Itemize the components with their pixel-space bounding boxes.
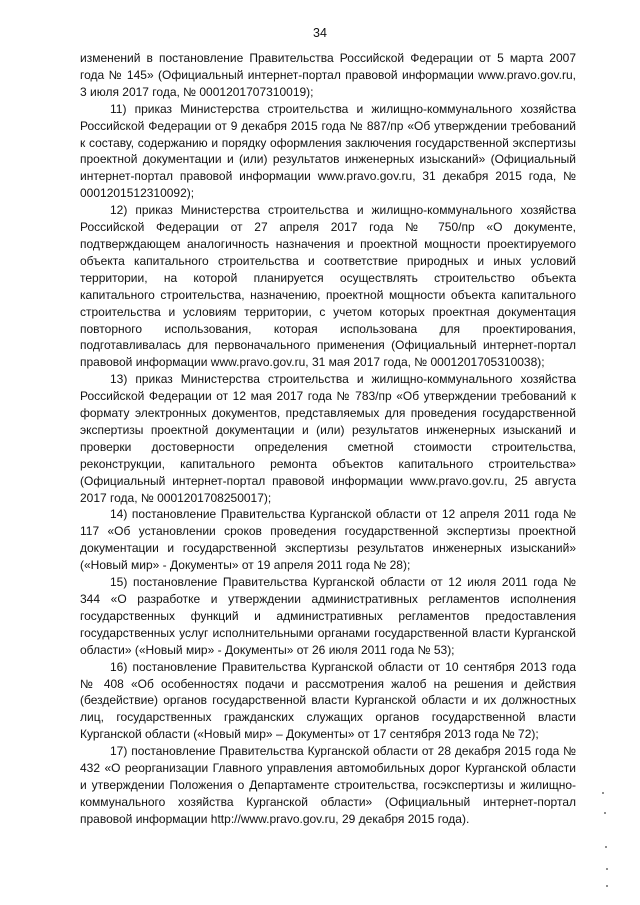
- document-body: [80, 50, 576, 828]
- page-number: 34: [313, 26, 327, 40]
- scan-speck: [604, 812, 606, 814]
- paragraph-item-13: 13) приказ Министерства строительства и жилищно-коммунального хозяйства Российской Федерации от 12 мая 2017 года № 783/пр «Об утверждении требований к формату электронных документов, представляемых для проведения государственной экспертизы проектной документации и (или) результатов инженерных изысканий и проверки достоверности определения сметной стоимости строительства, реконструкции, капитального ремонта объектов капитального строительства» (Официальный интернет-портал правовой информации www.pravo.gov.ru, 25 августа 2017 года, № 0001201708250017);: [80, 372, 576, 505]
- paragraph-item-15: 15) постановление Правительства Курганской области от 12 июля 2011 года № 344 «О разработке и утверждении административных регламентов исполнения государственных функций и административных регламентов предоставления государственных услуг исполнительными органами государственной власти Курганской области» («Новый мир» - Документы» от 26 июля 2011 года № 53);: [80, 575, 576, 657]
- paragraph-item-17: 17) постановление Правительства Курганской области от 28 декабря 2015 года № 432 «О реорганизации Главного управления автомобильных дорог Курганской области и утверждении Положения о Департаменте строительства, госэкспертизы и жилищно-коммунального хозяйства Курганской области» (Официальный интернет-портал правовой информации http://www.pravo.gov.ru, 29 декабря 2015 года).: [80, 744, 576, 826]
- paragraph-continuation: изменений в постановление Правительства Российской Федерации от 5 марта 2007 года № 145» (Официальный интернет-портал правовой информации www.pravo.gov.ru, 3 июля 2017 года, № 0001201707310019);: [80, 51, 576, 99]
- paragraph-item-14: 14) постановление Правительства Курганской области от 12 апреля 2011 года № 117 «Об установлении сроков проведения государственной экспертизы проектной документации и государственной экспертизы результатов инженерных изысканий» («Новый мир» - Документы» от 19 апреля 2011 года № 28);: [80, 507, 576, 573]
- scan-speck: [606, 868, 608, 870]
- scan-speck: [606, 885, 608, 887]
- scan-speck: [605, 846, 607, 848]
- paragraph-item-12: 12) приказ Министерства строительства и жилищно-коммунального хозяйства Российской Федерации от 27 апреля 2017 года № 750/пр «О документе, подтверждающем аналогичность назначения и проектной мощности проектируемого объекта капитального строительства и соответствие природных и иных условий территории, на которой планируется осуществлять строительство объекта капитального строительства, назначению, проектной мощности объекта капитального строительства и условиям территории, с учетом которых проектная документация повторного использования, которая использована для проектирования, подготавливалась для первоначального применения (Официальный интернет-портал правовой информации www.pravo.gov.ru, 31 мая 2017 года, № 0001201705310038);: [80, 203, 576, 370]
- scan-speck: [602, 792, 604, 794]
- paragraph-item-11: 11) приказ Министерства строительства и жилищно-коммунального хозяйства Российской Федерации от 9 декабря 2015 года № 887/пр «Об утверждении требований к составу, содержанию и порядку оформления заключения государственной экспертизы проектной документации и (или) результатов инженерных изысканий» (Официальный интернет-портал правовой информации www.pravo.gov.ru, 31 декабря 2015 года, № 0001201512310092);: [80, 101, 576, 201]
- paragraph-item-16: 16) постановление Правительства Курганской области от 10 сентября 2013 года № 408 «Об особенностях подачи и рассмотрения жалоб на решения и действия (бездействие) органов государственной власти Курганской области и их должностных лиц, государственных гражданских служащих органов государственной власти Курганской области («Новый мир» – Документы» от 17 сентября 2013 года № 72);: [80, 659, 576, 742]
